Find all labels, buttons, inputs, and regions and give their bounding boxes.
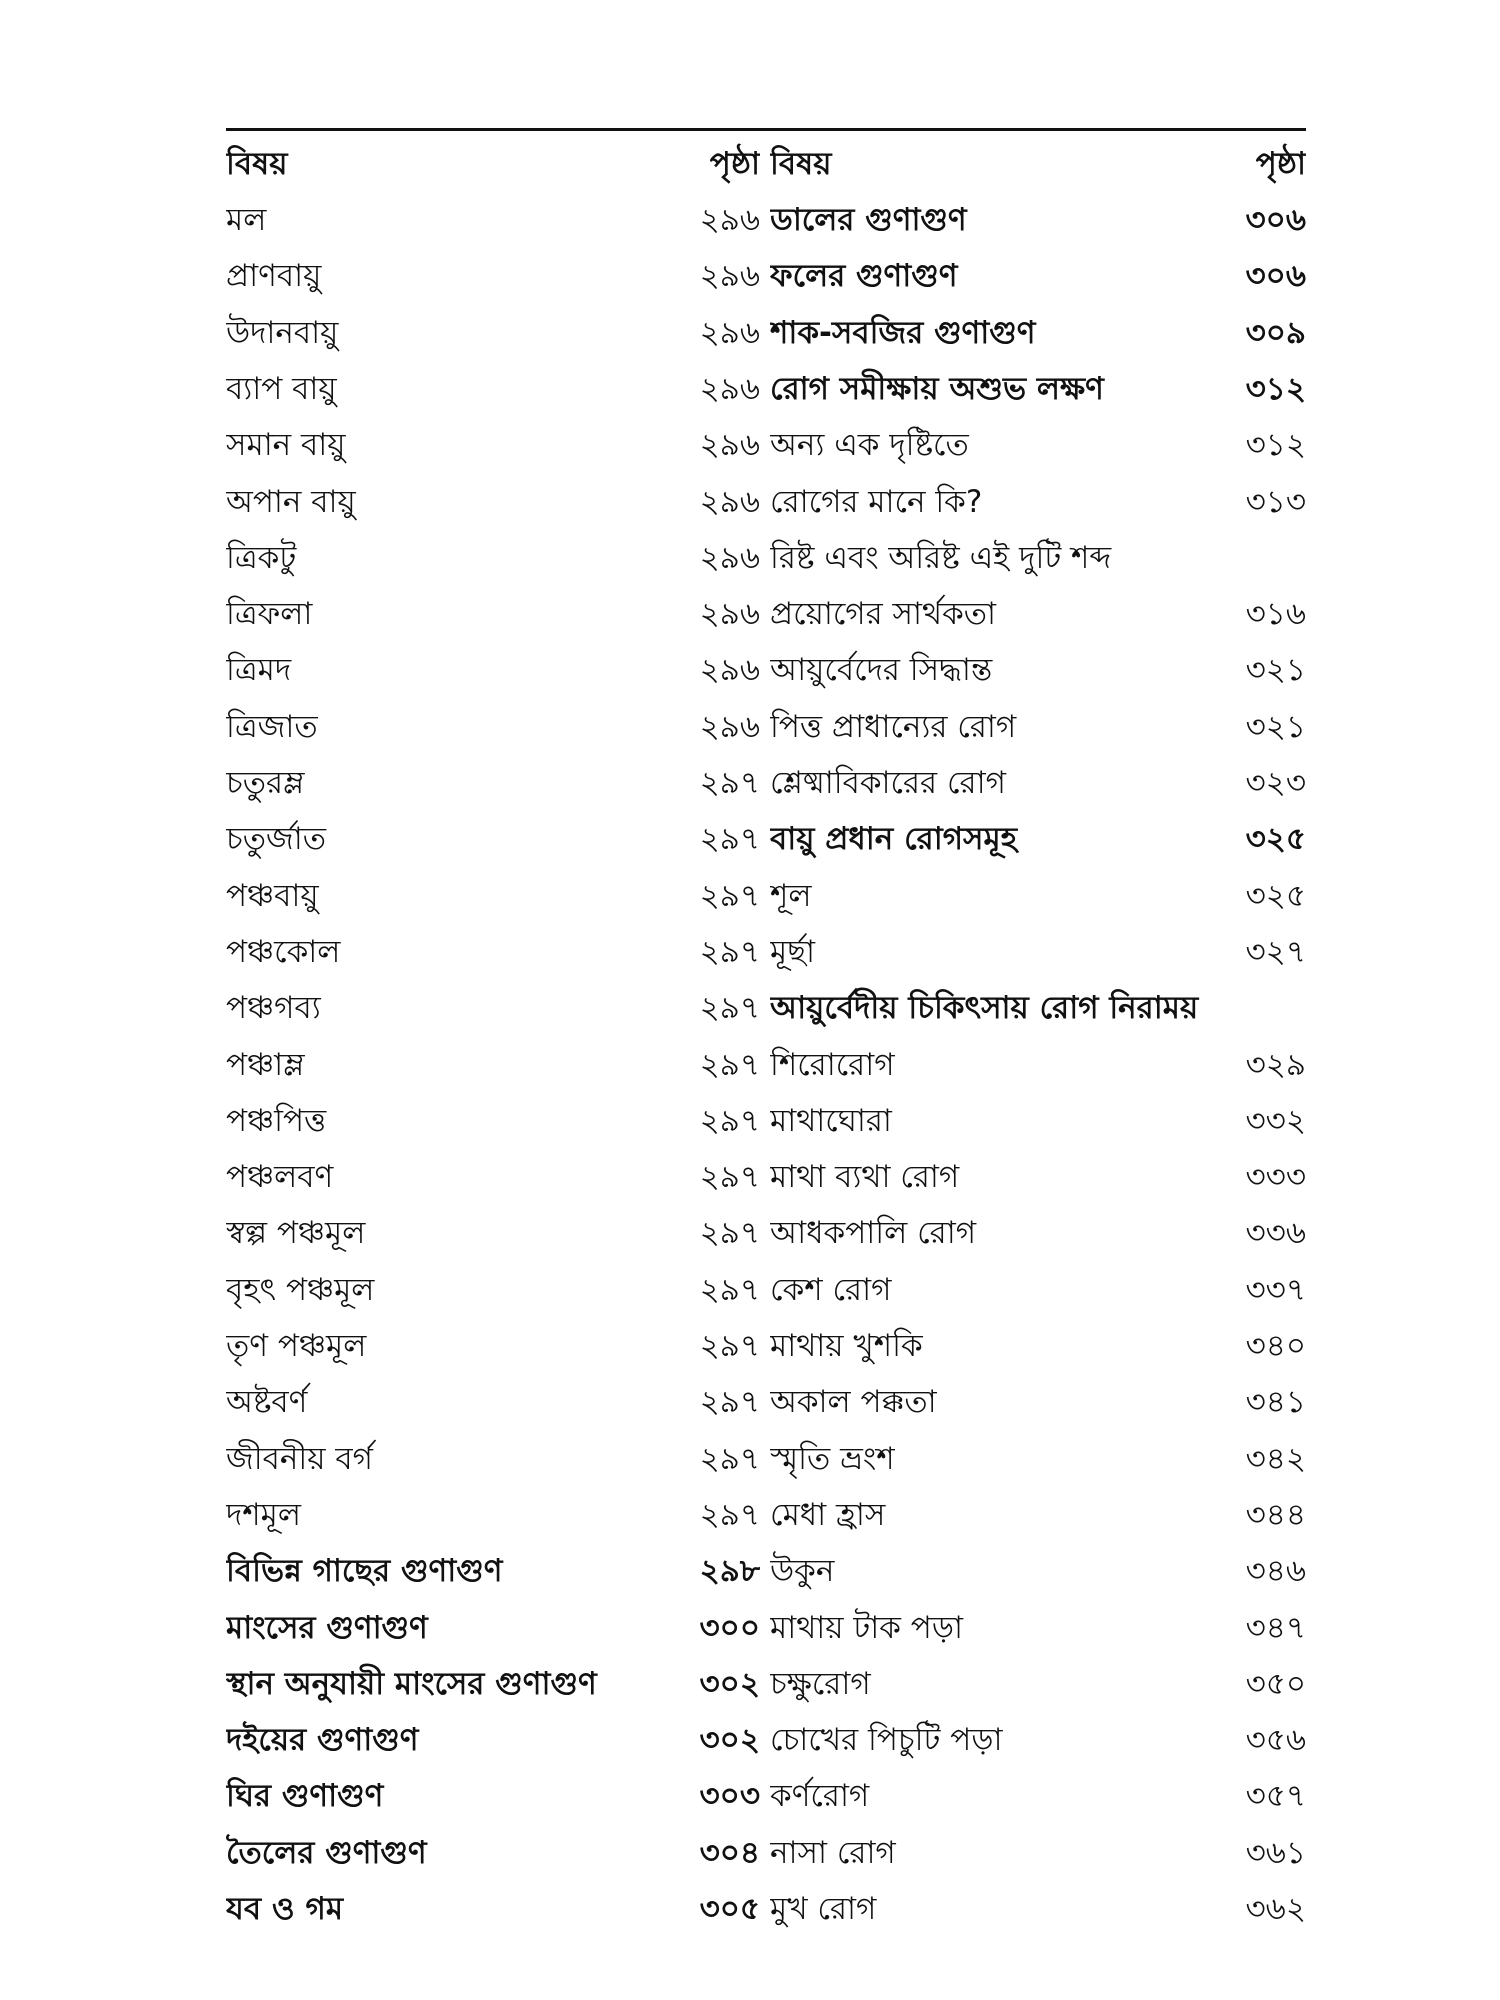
left-entry-page: ২৯৭ <box>699 933 760 970</box>
left-entry-title: অপান বায়ু <box>226 483 356 520</box>
toc-row <box>226 1656 1306 1712</box>
right-entry-title: বায়ু প্রধান রোগসমূহ <box>770 821 1018 858</box>
right-entry-page: ৩১২ <box>1245 427 1306 464</box>
right-entry-page: ৩২১ <box>1245 708 1306 745</box>
toc-row <box>226 924 1306 980</box>
right-entry-title: চোখের পিচুটি পড়া <box>770 1722 1003 1759</box>
toc-row <box>226 811 1306 867</box>
left-entry-page: ২৯৮ <box>699 1553 760 1590</box>
toc-row <box>226 1768 1306 1824</box>
right-entry-title: কেশ রোগ <box>770 1271 892 1308</box>
right-entry-title: ফলের গুণাগুণ <box>770 258 958 295</box>
left-entry-title: পঞ্চলবণ <box>226 1159 334 1196</box>
toc-row <box>226 980 1306 1036</box>
toc-row <box>226 248 1306 304</box>
toc-row <box>226 1205 1306 1261</box>
left-entry-title: বিভিন্ন গাছের গুণাগুণ <box>226 1553 503 1590</box>
left-entry-title: মল <box>226 202 267 238</box>
right-entry-title: অন্য এক দৃষ্টিতে <box>770 427 969 464</box>
left-entry-title: ত্রিজাত <box>226 708 318 745</box>
left-entry-page: ২৯৬ <box>699 370 760 407</box>
right-entry-title: শাক-সবজির গুণাগুণ <box>770 314 1036 351</box>
left-entry-title: চতুরম্ল <box>226 765 305 801</box>
right-entry-page: ৩৩৭ <box>1245 1271 1306 1308</box>
right-entry-page <box>1230 530 1306 586</box>
left-entry-title: ব্যাপ বায়ু <box>226 370 337 407</box>
right-entry-page: ৩০৯ <box>1245 314 1306 351</box>
left-entry-page: ৩০৪ <box>699 1834 760 1871</box>
right-entry-title: প্রয়োগের সার্থকতা <box>770 596 997 633</box>
toc-row <box>226 1093 1306 1149</box>
left-entry-page: ২৯৬ <box>699 539 760 576</box>
toc-row <box>226 699 1306 755</box>
left-entry-title: সমান বায়ু <box>226 427 346 464</box>
right-entry-page: ৩৬২ <box>1245 1891 1306 1927</box>
left-entry-page: ২৯৭ <box>699 1496 760 1533</box>
right-entry-title: মুখ রোগ <box>770 1891 877 1927</box>
left-entry-title: পঞ্চাম্ল <box>226 1046 305 1083</box>
right-entry-page: ৩৩৬ <box>1245 1215 1306 1252</box>
right-entry-title: কর্ণরোগ <box>770 1778 870 1815</box>
left-entry-title: বৃহৎ পঞ্চমূল <box>226 1271 375 1308</box>
left-entry-title: মাংসের গুণাগুণ <box>226 1609 428 1646</box>
right-entry-title: শ্লেষ্মাবিকারের রোগ <box>770 765 1006 801</box>
left-entry-title: ঘির গুণাগুণ <box>226 1778 384 1815</box>
left-entry-title: ত্রিফলা <box>226 596 313 633</box>
top-rule <box>226 128 1306 131</box>
right-entry-page: ৩৪৪ <box>1245 1496 1306 1533</box>
left-entry-title: জীবনীয় বর্গ <box>226 1440 373 1477</box>
toc-row <box>226 1487 1306 1543</box>
toc-row <box>226 192 1306 248</box>
right-entry-page: ৩৪২ <box>1245 1440 1306 1477</box>
right-entry-title: ডালের গুণাগুণ <box>770 202 967 238</box>
right-entry-page: ৩২৭ <box>1245 933 1306 970</box>
left-entry-page: ২৯৬ <box>699 258 760 295</box>
toc-row <box>226 1374 1306 1430</box>
right-entry-page: ৩১৩ <box>1245 483 1306 520</box>
left-entry-page: ২৯৬ <box>699 202 760 238</box>
left-page-heading: পৃষ্ঠা <box>709 146 760 182</box>
left-entry-title: দশমূল <box>226 1496 301 1533</box>
right-entry-title: মূর্ছা <box>770 933 815 970</box>
right-entry-page: ৩২১ <box>1245 652 1306 689</box>
left-entry-title: তৃণ পঞ্চমূল <box>226 1328 367 1364</box>
right-entry-page: ৩২৫ <box>1245 877 1306 914</box>
left-entry-page: ৩০২ <box>699 1665 760 1702</box>
right-entry-title: পিত্ত প্রাধান্যের রোগ <box>770 708 1017 745</box>
toc-row <box>226 868 1306 924</box>
left-entry-page: ২৯৭ <box>699 765 760 801</box>
left-entry-title: পঞ্চগব্য <box>226 990 321 1027</box>
toc-header <box>226 136 1306 192</box>
left-entry-page: ২৯৬ <box>699 483 760 520</box>
right-entry-title: আয়ুর্বেদের সিদ্ধান্ত <box>770 652 993 689</box>
right-entry-title: মাথাঘোরা <box>770 1102 892 1139</box>
toc-row <box>226 417 1306 473</box>
left-entry-page: ৩০০ <box>699 1609 760 1646</box>
left-entry-page: ২৯৬ <box>699 314 760 351</box>
left-entry-title: চতুর্জাত <box>226 821 326 858</box>
right-entry-page <box>1230 980 1306 1036</box>
toc-row <box>226 530 1306 586</box>
left-entry-title: পঞ্চবায়ু <box>226 877 319 914</box>
left-entry-title: উদানবায়ু <box>226 314 339 351</box>
left-entry-page: ২৯৭ <box>699 1440 760 1477</box>
left-entry-title: ত্রিমদ <box>226 652 292 689</box>
toc-row <box>226 305 1306 361</box>
left-entry-page: ২৯৭ <box>699 877 760 914</box>
right-entry-page: ৩৪৬ <box>1245 1553 1306 1590</box>
left-entry-page: ২৯৭ <box>699 1102 760 1139</box>
right-entry-page: ৩১২ <box>1245 370 1306 407</box>
left-entry-title: যব ও গম <box>226 1891 344 1927</box>
right-entry-title: রোগের মানে কি? <box>770 483 983 520</box>
right-entry-title: চক্ষুরোগ <box>770 1665 871 1702</box>
right-entry-page: ৩৪৭ <box>1245 1609 1306 1646</box>
right-entry-page: ৩৪১ <box>1245 1384 1306 1421</box>
toc-row <box>226 1431 1306 1487</box>
left-entry-page: ২৯৬ <box>699 652 760 689</box>
left-entry-title: তৈলের গুণাগুণ <box>226 1834 427 1871</box>
left-entry-page: ২৯৭ <box>699 821 760 858</box>
left-entry-title: স্বল্প পঞ্চমূল <box>226 1215 366 1252</box>
right-entry-title: রিষ্ট এবং অরিষ্ট এই দুটি শব্দ <box>770 539 1112 576</box>
right-entry-page: ৩২৯ <box>1245 1046 1306 1083</box>
right-entry-title: আধকপালি রোগ <box>770 1215 977 1252</box>
right-entry-page: ৩৫৬ <box>1245 1722 1306 1759</box>
left-entry-title: দইয়ের গুণাগুণ <box>226 1722 419 1759</box>
left-entry-page: ৩০২ <box>699 1722 760 1759</box>
right-entry-page: ৩৩৩ <box>1245 1159 1306 1196</box>
left-entry-page: ২৯৬ <box>699 596 760 633</box>
left-entry-page: ২৯৭ <box>699 1271 760 1308</box>
right-entry-title: শিরোরোগ <box>770 1046 895 1083</box>
toc-row <box>226 1543 1306 1599</box>
right-entry-title: নাসা রোগ <box>770 1834 896 1871</box>
left-entry-page: ২৯৭ <box>699 1046 760 1083</box>
right-entry-title: স্মৃতি ভ্রংশ <box>770 1440 895 1477</box>
right-entry-title: মেধা হ্রাস <box>770 1496 886 1533</box>
left-subject-heading: বিষয় <box>226 146 288 182</box>
right-entry-page: ৩৬১ <box>1245 1834 1306 1871</box>
left-entry-title: স্থান অনুযায়ী মাংসের গুণাগুণ <box>226 1665 597 1702</box>
toc-row <box>226 361 1306 417</box>
toc-row <box>226 755 1306 811</box>
left-entry-title: ত্রিকটু <box>226 539 297 576</box>
left-entry-page: ২৯৭ <box>699 1215 760 1252</box>
left-entry-page: ৩০৩ <box>699 1778 760 1815</box>
right-entry-title: অকাল পক্কতা <box>770 1384 937 1421</box>
right-entry-title: শূল <box>770 877 812 914</box>
left-entry-title: প্রাণবায়ু <box>226 258 322 295</box>
toc-row <box>226 474 1306 530</box>
left-entry-page: ২৯৭ <box>699 990 760 1027</box>
toc-row <box>226 1318 1306 1374</box>
left-entry-page: ২৯৭ <box>699 1159 760 1196</box>
right-entry-title: আয়ুর্বেদীয় চিকিৎসায় রোগ নিরাময় <box>770 990 1199 1027</box>
right-entry-page: ৩৫০ <box>1245 1665 1306 1702</box>
right-entry-page: ৩৫৭ <box>1245 1778 1306 1815</box>
right-entry-page: ৩০৬ <box>1245 258 1306 295</box>
right-entry-page: ৩৪০ <box>1245 1328 1306 1364</box>
toc-row <box>226 1881 1306 1937</box>
right-entry-title: মাথায় টাক পড়া <box>770 1609 963 1646</box>
left-entry-title: পঞ্চকোল <box>226 933 341 970</box>
right-entry-page: ৩০৬ <box>1245 202 1306 238</box>
right-page-heading: পৃষ্ঠা <box>1255 146 1306 182</box>
left-entry-page: ২৯৬ <box>699 708 760 745</box>
toc-row <box>226 1149 1306 1205</box>
right-entry-page: ৩২৩ <box>1245 765 1306 801</box>
right-entry-title: উকুন <box>770 1553 835 1590</box>
toc-row <box>226 586 1306 642</box>
toc-row <box>226 1037 1306 1093</box>
right-entry-page: ৩২৫ <box>1245 821 1306 858</box>
right-subject-heading: বিষয় <box>770 146 832 182</box>
toc-row <box>226 642 1306 698</box>
toc-row <box>226 1712 1306 1768</box>
left-entry-page: ২৯৭ <box>699 1384 760 1421</box>
left-entry-page: ৩০৫ <box>699 1891 760 1927</box>
toc-row <box>226 1825 1306 1881</box>
right-entry-title: রোগ সমীক্ষায় অশুভ লক্ষণ <box>770 370 1104 407</box>
right-entry-page: ৩৩২ <box>1245 1102 1306 1139</box>
left-entry-page: ২৯৭ <box>699 1328 760 1364</box>
right-entry-page: ৩১৬ <box>1245 596 1306 633</box>
left-entry-title: পঞ্চপিত্ত <box>226 1102 327 1139</box>
left-entry-title: অষ্টবর্ণ <box>226 1384 308 1421</box>
toc-row <box>226 1262 1306 1318</box>
left-entry-page: ২৯৬ <box>699 427 760 464</box>
toc-row <box>226 1600 1306 1656</box>
right-entry-title: মাথায় খুশকি <box>770 1328 923 1364</box>
right-entry-title: মাথা ব্যথা রোগ <box>770 1159 960 1196</box>
